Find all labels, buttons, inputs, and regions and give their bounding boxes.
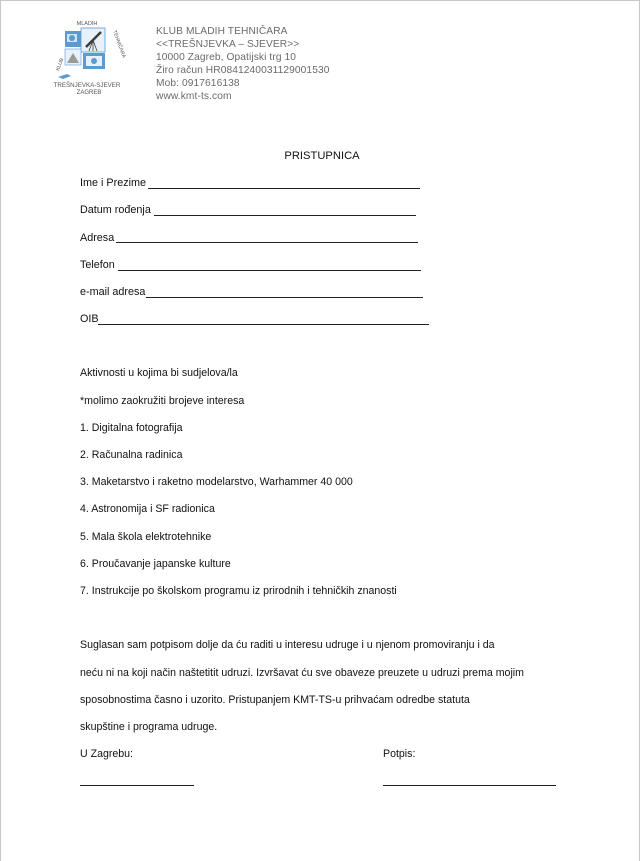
club-logo (53, 19, 125, 99)
field-label-email: e-mail adresa (80, 286, 146, 298)
consent-line: Suglasan sam potpisom dolje da ću raditi u interesu udruge i u njenom promoviranju i da (80, 639, 495, 651)
header-line: Mob: 0917616138 (156, 78, 240, 90)
field-line-address[interactable] (116, 242, 418, 243)
field-label-oib: OIB (80, 313, 99, 325)
header-line: www.kmt-ts.com (156, 91, 232, 103)
activity-item[interactable]: 7. Instrukcije po školskom programu iz prirodnih i tehničkih znanosti (80, 585, 397, 597)
club-address-block (156, 25, 330, 104)
activity-item[interactable]: 2. Računalna radinica (80, 449, 183, 461)
header-line: Žiro račun HR0841240031129001530 (156, 65, 330, 77)
field-line-name[interactable] (148, 188, 420, 189)
signature-line[interactable] (383, 785, 556, 786)
field-line-phone[interactable] (118, 270, 421, 271)
logo-bottom-text-1: TREŠNJEVKA-SJEVER (53, 82, 121, 89)
document-title: PRISTUPNICA (284, 150, 360, 162)
header-line: 10000 Zagreb, Opatijski trg 10 (156, 52, 297, 64)
logo-bottom-text-2: ZAGREB (76, 90, 102, 96)
activity-item[interactable]: 6. Proučavanje japanske kulture (80, 558, 231, 570)
logo-right-text: TEHNIČARA (111, 29, 127, 59)
field-label-name: Ime i Prezime (80, 177, 146, 189)
field-label-address: Adresa (80, 232, 115, 244)
activity-item[interactable]: 5. Mala škola elektrotehnike (80, 531, 212, 543)
activity-item[interactable]: 1. Digitalna fotografija (80, 422, 183, 434)
field-line-birthdate[interactable] (154, 215, 416, 216)
header-line: <<TREŠNJEVKA – SJEVER>> (156, 39, 300, 51)
activities-note: *molimo zaokružiti brojeve interesa (80, 395, 245, 407)
consent-line: neću ni na koji način naštetitit udruzi. Izvršavat ću sve obaveze preuzete u udruzi prema mojim (80, 667, 524, 679)
field-line-oib[interactable] (98, 324, 429, 325)
activities-heading: Aktivnosti u kojima bi sudjelova/la (80, 367, 238, 379)
logo-top-text: MLADIH (76, 21, 98, 27)
header-line: KLUB MLADIH TEHNIČARA (156, 26, 288, 37)
consent-line: skupštine i programa udruge. (80, 721, 218, 733)
place-label: U Zagrebu: (80, 748, 133, 760)
field-label-birthdate: Datum rođenja (80, 204, 151, 216)
signature-label: Potpis: (383, 748, 416, 760)
place-line[interactable] (80, 785, 194, 786)
activity-item[interactable]: 3. Maketarstvo i raketno modelarstvo, Warhammer 40 000 (80, 476, 353, 488)
consent-line: sposobnostima časno i uzorito. Pristupanjem KMT-TS-u prihvaćam odredbe statuta (80, 694, 470, 706)
field-line-email[interactable] (146, 297, 423, 298)
logo-left-text: KLUB (55, 57, 66, 72)
field-label-phone: Telefon (80, 259, 115, 271)
activity-item[interactable]: 4. Astronomija i SF radionica (80, 503, 215, 515)
